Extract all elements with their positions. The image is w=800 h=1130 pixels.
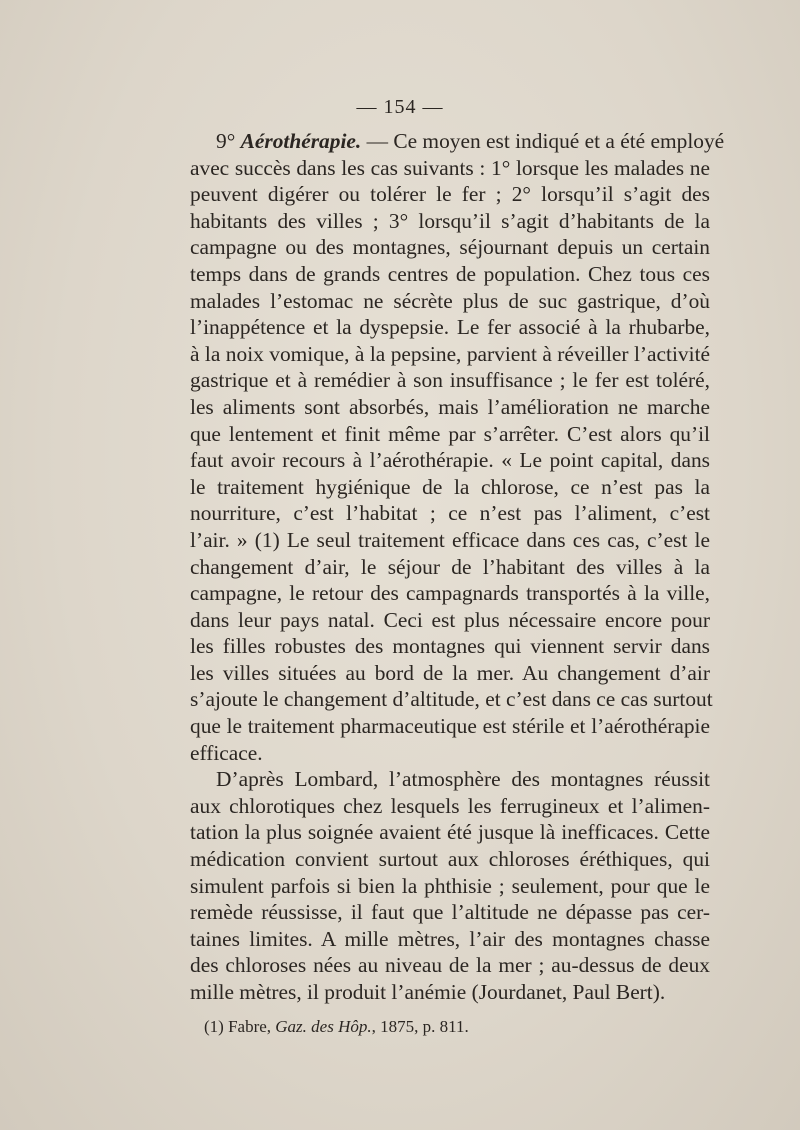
text-line: temps dans de grands centres de population. Chez tous ces [190, 261, 710, 286]
text-line: les filles robustes des montagnes qui viennent servir dans [190, 634, 710, 659]
text-line: remède réussisse, il faut que l’altitude ne dépasse pas cer- [190, 900, 710, 925]
text-line: le traitement hygiénique de la chlorose, ce n’est pas la [190, 474, 710, 499]
text-line: les aliments sont absorbés, mais l’amélioration ne marche [190, 394, 710, 419]
paragraph-aerotherapie [190, 128, 725, 766]
text-line: taines limites. A mille mètres, l’air des montagnes chasse [190, 926, 710, 951]
page-number: — 154 — [356, 96, 444, 118]
text-line: que lentement et finit même par s’arrêter. C’est alors qu’il [190, 421, 710, 446]
text-line: faut avoir recours à l’aérothérapie. « Le point capital, dans [190, 448, 710, 473]
section-heading: Aérothérapie. [240, 129, 362, 153]
journal-title: Gaz. des Hôp. [275, 1017, 372, 1036]
text-line: nourriture, c’est l’habitat ; ce n’est pas l’aliment, c’est [190, 501, 710, 526]
text-line: médication convient surtout aux chloroses éréthiques, qui [190, 847, 710, 872]
text-line: malades l’estomac ne sécrète plus de suc gastrique, d’où [190, 288, 710, 313]
text-line: tation la plus soignée avaient été jusque là inefficaces. Cette [190, 820, 710, 845]
text-line: efficace. [190, 740, 263, 765]
text-line: s’ajoute le changement d’altitude, et c’est dans ce cas surtout [190, 687, 713, 712]
text-line: peuvent digérer ou tolérer le fer ; 2° lorsqu’il s’agit des [190, 182, 710, 207]
text-line: avec succès dans les cas suivants : 1° lorsque les malades ne [190, 155, 710, 180]
text-line: changement d’air, le séjour de l’habitant des villes à la [190, 554, 710, 579]
text-line: l’air. » (1) Le seul traitement efficace dans ces cas, c’est le [190, 527, 710, 552]
text-line: des chloroses nées au niveau de la mer ; au-dessus de deux [190, 953, 710, 978]
text-line: campagne, le retour des campagnards transportés à la ville, [190, 581, 710, 606]
text-line: 9° Aérothérapie. — Ce moyen est indiqué et a été employé [216, 129, 725, 153]
text-line: aux chlorotiques chez lesquels les ferrugineux et l’alimen- [190, 793, 710, 818]
text-line: habitants des villes ; 3° lorsqu’il s’agit d’habitants de la [190, 208, 710, 233]
text-line: les villes situées au bord de la mer. Au changement d’air [190, 660, 710, 685]
text-line: à la noix vomique, à la pepsine, parvient à réveiller l’activité [190, 341, 710, 366]
text-line: simulent parfois si bien la phthisie ; seulement, pour que le [190, 873, 710, 898]
text-line: gastrique et à remédier à son insuffisance ; le fer est toléré, [190, 368, 710, 393]
text-line: D’après Lombard, l’atmosphère des montagnes réussit [216, 767, 710, 792]
text-line: que le traitement pharmaceutique est stérile et l’aérothérapie [190, 714, 710, 739]
text-line: mille mètres, il produit l’anémie (Jourdanet, Paul Bert). [190, 980, 666, 1004]
text-line: dans leur pays natal. Ceci est plus nécessaire encore pour [190, 607, 710, 632]
text-line: campagne ou des montagnes, séjournant depuis un certain [190, 235, 710, 260]
body-text [190, 128, 725, 1006]
footnote: (1) Fabre, Gaz. des Hôp., 1875, p. 811. [204, 1017, 469, 1036]
text-line: l’inappétence et la dyspepsie. Le fer associé à la rhubarbe, [190, 315, 710, 340]
section-number: 9° [216, 129, 241, 153]
paragraph-lombard [190, 766, 710, 1005]
